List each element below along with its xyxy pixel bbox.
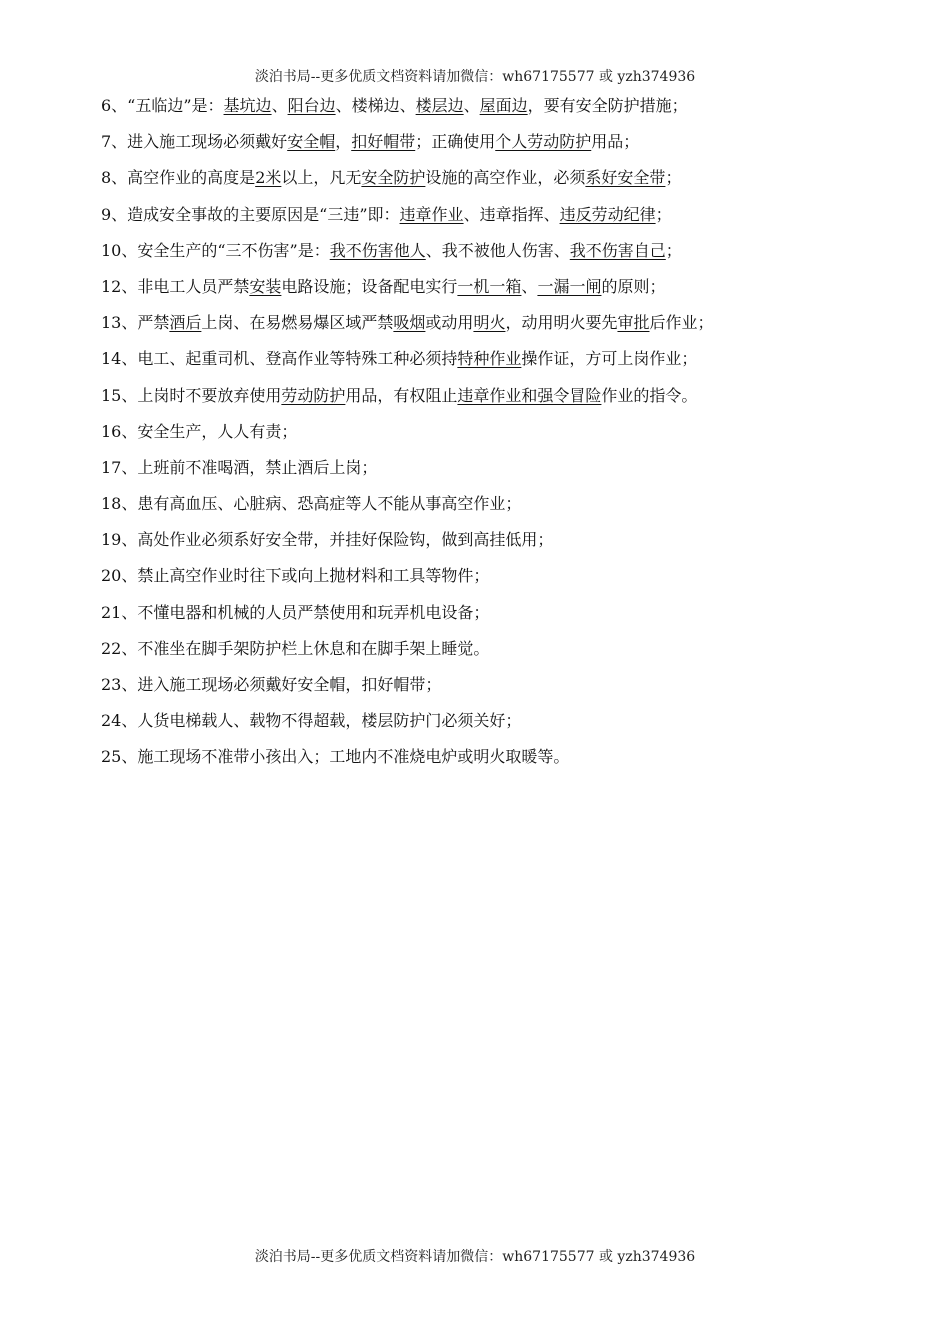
list-item [101, 418, 821, 454]
text-segment: ，要有安全防护措施； [527, 96, 688, 115]
text-segment: 后作业； [649, 313, 714, 333]
text-segment: 15、上岗时不要放弃使用 [101, 385, 282, 405]
underlined-term: 安全帽 [287, 132, 336, 152]
text-segment: ； [665, 168, 682, 188]
page-footer: 淡泊书局--更多优质文档资料请加微信：wh67175577 或 yzh374936 [254, 1249, 696, 1265]
text-segment: 23、进入施工现场必须戴好安全帽，扣好帽带； [101, 675, 442, 694]
list-item [101, 671, 821, 707]
text-segment: 10、安全生产的“三不伤害”是： [101, 240, 330, 260]
list-item [101, 128, 821, 164]
text-segment: 作业的指令。 [601, 385, 698, 405]
list-item [101, 237, 821, 273]
text-segment: 用品； [591, 132, 640, 152]
text-segment: 24、人货电梯载人、载物不得超载，楼层防护门必须关好； [101, 711, 522, 731]
list-item [101, 743, 821, 779]
text-segment: 7、进入施工现场必须戴好 [101, 132, 288, 152]
text-segment: 25、施工现场不准带小孩出入；工地内不准烧电炉或明火取暖等。 [101, 747, 570, 767]
underlined-term: 2米 [255, 168, 282, 188]
text-segment: 、 [271, 96, 288, 115]
text-segment: ，动用明火要先 [505, 313, 618, 333]
underlined-term: 屋面边 [479, 96, 528, 115]
underlined-term: 特种作业 [457, 349, 522, 369]
list-item [101, 309, 821, 345]
list-item [101, 273, 821, 309]
text-segment: 16、安全生产，人人有责； [101, 421, 298, 441]
list-item [101, 635, 821, 671]
underlined-term: 违章作业和强令冒险 [457, 385, 602, 405]
text-segment: 9、造成安全事故的主要原因是“三违”即： [101, 204, 400, 224]
text-segment: 12、非电工人员严禁 [101, 276, 250, 296]
text-segment: 设施的高空作业，必须 [425, 168, 586, 188]
underlined-term: 违反劳动纪律 [559, 204, 656, 224]
underlined-term: 系好安全带 [585, 168, 666, 188]
underlined-term: 一机一箱 [457, 276, 522, 296]
text-segment: 电路设施；设备配电实行 [281, 276, 458, 296]
underlined-term: 吸烟 [393, 313, 426, 333]
text-segment: 用品，有权阻止 [345, 385, 458, 405]
text-segment: 8、高空作业的高度是 [101, 168, 256, 188]
text-segment: 、我不被他人伤害、 [425, 240, 570, 260]
text-segment: 6、“五临边”是： [101, 96, 224, 115]
text-segment: 22、不准坐在脚手架防护栏上休息和在脚手架上睡觉。 [101, 638, 490, 658]
list-item [101, 382, 821, 418]
text-segment: 或动用 [425, 313, 474, 333]
text-segment: 、违章指挥、 [463, 204, 560, 224]
underlined-term: 一漏一闸 [537, 276, 602, 296]
underlined-term: 我不伤害自己 [569, 240, 666, 260]
underlined-term: 明火 [473, 313, 506, 333]
text-segment: 以上，凡无 [281, 168, 362, 188]
underlined-term: 酒后 [169, 313, 202, 333]
text-segment: ； [665, 240, 682, 260]
list-item [101, 92, 821, 128]
text-segment: 19、高处作业必须系好安全带，并挂好保险钩，做到高挂低用； [101, 530, 554, 550]
underlined-term: 我不伤害他人 [329, 240, 426, 260]
list-item [101, 490, 821, 526]
text-segment: ；正确使用 [415, 132, 496, 152]
underlined-term: 违章作业 [399, 204, 464, 224]
underlined-term: 楼层边 [415, 96, 464, 115]
underlined-term: 扣好帽带 [351, 132, 416, 152]
underlined-term: 基坑边 [223, 96, 272, 115]
list-item [101, 345, 821, 381]
text-segment: 、 [463, 96, 480, 115]
list-item [101, 201, 821, 237]
underlined-term: 审批 [617, 313, 650, 333]
list-item [101, 526, 821, 562]
text-segment: 14、电工、起重司机、登高作业等特殊工种必须持 [101, 349, 458, 369]
text-segment: 21、不懂电器和机械的人员严禁使用和玩弄机电设备； [101, 602, 490, 622]
text-segment: 、楼梯边、 [335, 96, 416, 115]
document-body [101, 92, 821, 780]
list-item [101, 164, 821, 200]
list-item [101, 707, 821, 743]
underlined-term: 安全防护 [361, 168, 426, 188]
text-segment: 的原则； [601, 276, 666, 296]
text-segment: ； [655, 204, 672, 224]
text-segment: 18、患有高血压、心脏病、恐高症等人不能从事高空作业； [101, 494, 522, 514]
underlined-term: 劳动防护 [281, 385, 346, 405]
list-item [101, 562, 821, 598]
text-segment: 上岗、在易燃易爆区域严禁 [201, 313, 394, 333]
text-segment: 、 [521, 276, 538, 296]
list-item [101, 454, 821, 490]
underlined-term: 个人劳动防护 [495, 132, 592, 152]
underlined-term: 安装 [249, 276, 282, 296]
underlined-term: 阳台边 [287, 96, 336, 115]
text-segment: 17、上班前不准喝酒，禁止酒后上岗； [101, 457, 378, 477]
list-item [101, 599, 821, 635]
text-segment: 13、严禁 [101, 313, 170, 333]
text-segment: 操作证，方可上岗作业； [521, 349, 698, 369]
text-segment: 20、禁止高空作业时往下或向上抛材料和工具等物件； [101, 566, 490, 586]
page-header: 淡泊书局--更多优质文档资料请加微信：wh67175577 或 yzh374936 [254, 69, 696, 85]
text-segment: ， [335, 132, 352, 152]
